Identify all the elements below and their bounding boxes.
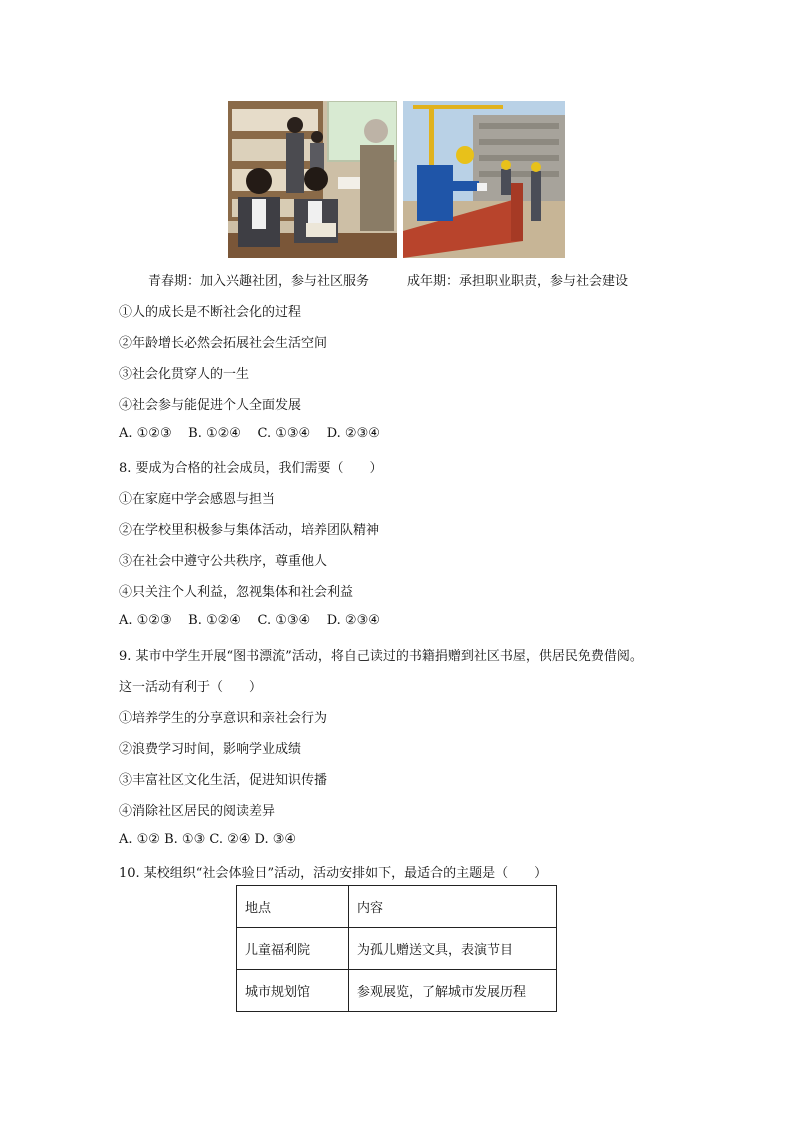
q8-option-3: ③在社会中遵守公共秩序，尊重他人 bbox=[119, 554, 328, 569]
table-header-row bbox=[237, 886, 557, 928]
table-row bbox=[237, 928, 557, 970]
table-cell-content: 为孤儿赠送文具，表演节目 bbox=[349, 928, 557, 970]
q8-option-4: ④只关注个人利益，忽视集体和社会利益 bbox=[119, 585, 354, 600]
q8-option-2: ②在学校里积极参与集体活动，培养团队精神 bbox=[119, 523, 380, 538]
q7-option-4: ④社会参与能促进个人全面发展 bbox=[119, 398, 302, 413]
photo-construction-workers bbox=[403, 101, 565, 258]
q9-stem-line-1: 9. 某市中学生开展“图书漂流”活动，将自己读过的书籍捐赠到社区书屋，供居民免费借阅。 bbox=[119, 649, 643, 664]
table-cell-content: 参观展览，了解城市发展历程 bbox=[349, 970, 557, 1012]
photo-students-library bbox=[228, 101, 397, 258]
q9-option-1: ①培养学生的分享意识和亲社会行为 bbox=[119, 711, 328, 726]
q8-stem: 8. 要成为合格的社会成员，我们需要（ ） bbox=[119, 461, 383, 476]
q8-answer-choices: A. ①②③ B. ①②④ C. ①③④ D. ②③④ bbox=[119, 613, 380, 628]
figure-caption-adulthood: 成年期：承担职业职责，参与社会建设 bbox=[407, 274, 629, 289]
table-cell-location: 城市规划馆 bbox=[237, 970, 349, 1012]
q9-stem-line-2: 这一活动有利于（ ） bbox=[119, 680, 263, 695]
q9-answer-choices: A. ①② B. ①③ C. ②④ D. ③④ bbox=[119, 832, 297, 847]
q7-answer-choices: A. ①②③ B. ①②④ C. ①③④ D. ②③④ bbox=[119, 426, 380, 441]
q8-option-1: ①在家庭中学会感恩与担当 bbox=[119, 492, 276, 507]
q9-option-3: ③丰富社区文化生活，促进知识传播 bbox=[119, 773, 328, 788]
table-row bbox=[237, 970, 557, 1012]
q7-option-2: ②年龄增长必然会拓展社会生活空间 bbox=[119, 336, 328, 351]
table-cell-location: 儿童福利院 bbox=[237, 928, 349, 970]
q9-option-4: ④消除社区居民的阅读差异 bbox=[119, 804, 276, 819]
q9-option-2: ②浪费学习时间，影响学业成绩 bbox=[119, 742, 302, 757]
table-header-content: 内容 bbox=[349, 886, 557, 928]
activity-schedule-table bbox=[236, 885, 557, 1012]
q10-stem: 10. 某校组织“社会体验日”活动，活动安排如下，最适合的主题是（ ） bbox=[119, 866, 548, 881]
figure-caption-adolescence: 青春期：加入兴趣社团，参与社区服务 bbox=[148, 274, 370, 289]
q7-option-3: ③社会化贯穿人的一生 bbox=[119, 367, 250, 382]
table-header-location: 地点 bbox=[237, 886, 349, 928]
q7-option-1: ①人的成长是不断社会化的过程 bbox=[119, 305, 302, 320]
